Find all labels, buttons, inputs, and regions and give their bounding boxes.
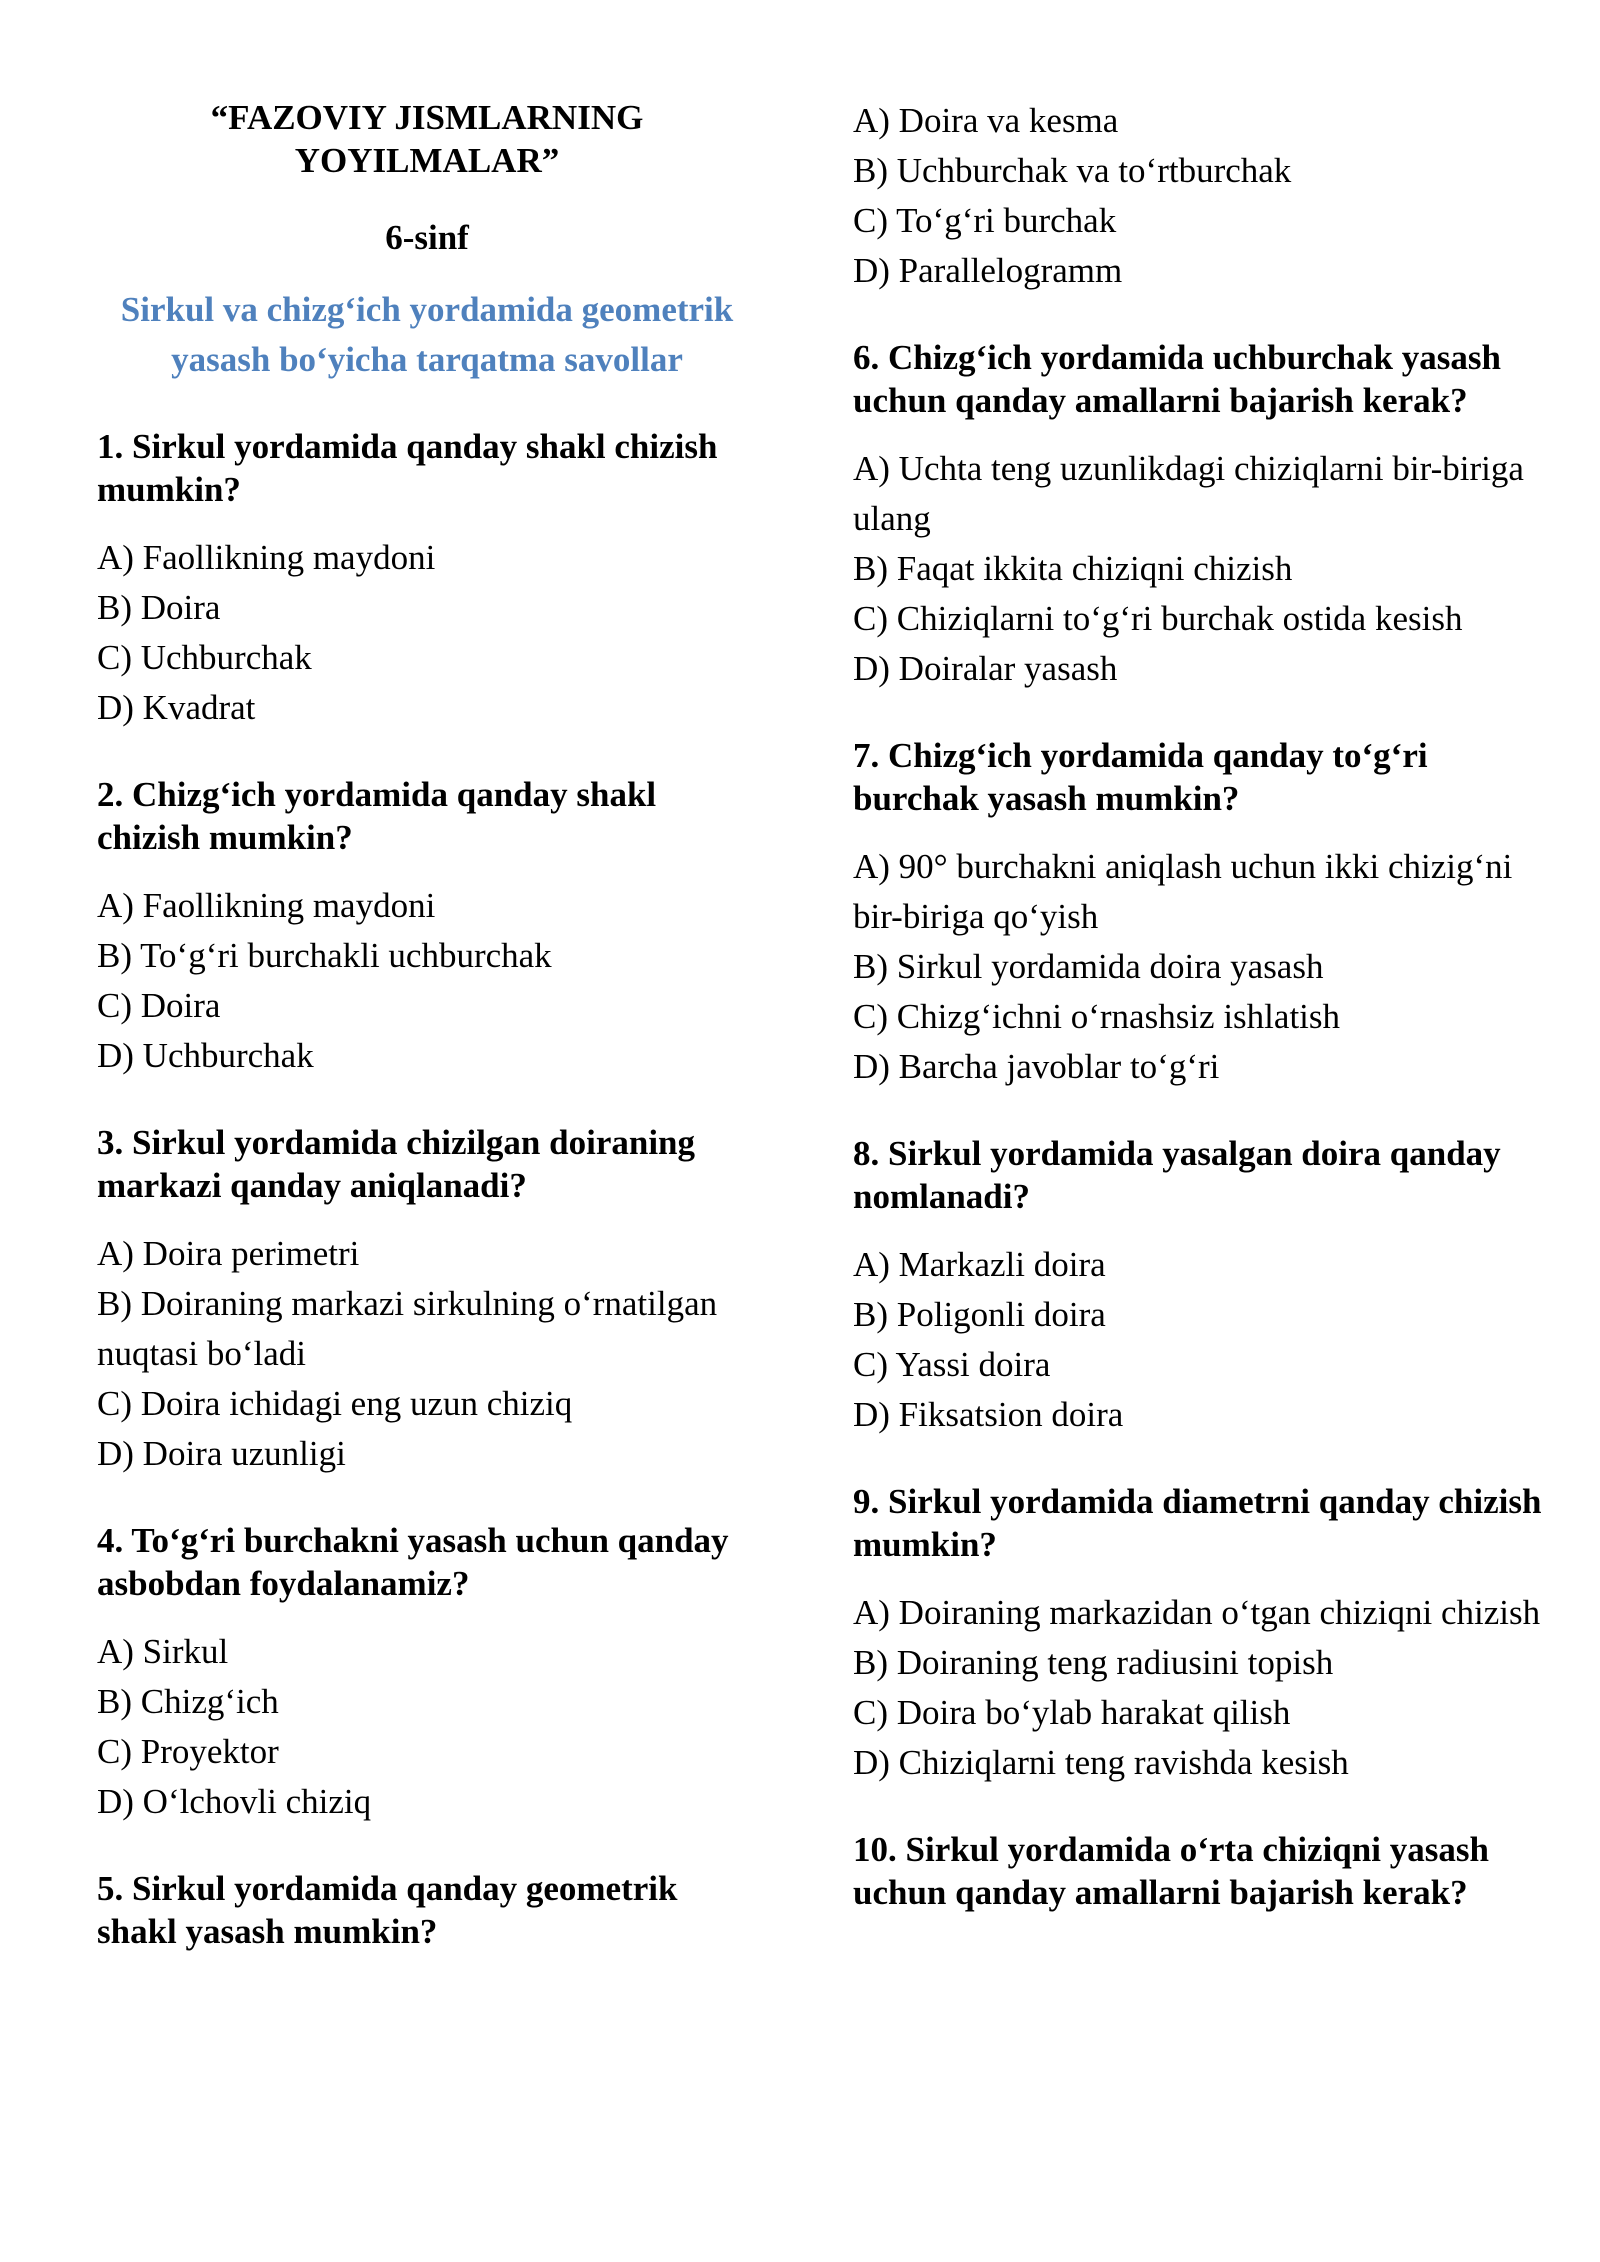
- answer-option: C) Chiziqlarni to‘g‘ri burchak ostida kesish: [853, 599, 1463, 638]
- question-6: [853, 336, 1543, 694]
- question-1: [97, 425, 757, 733]
- answer-option: B) Sirkul yordamida doira yasash: [853, 947, 1324, 986]
- answer-option: B) Poligonli doira: [853, 1295, 1106, 1334]
- question-3: [97, 1121, 757, 1479]
- answer-option: A) Doira perimetri: [97, 1234, 360, 1273]
- question-text: 3. Sirkul yordamida chizilgan doiraning markazi qanday aniqlanadi?: [97, 1123, 696, 1205]
- document-subtitle: Sirkul va chizg‘ich yordamida geometrik yasash bo‘yicha tarqatma savollar: [120, 290, 734, 379]
- answer-option: B) Doira: [97, 588, 221, 627]
- question-7: [853, 734, 1543, 1092]
- answer-option: C) Uchburchak: [97, 638, 312, 677]
- answer-option: A) 90° burchakni aniqlash uchun ikki chizig‘ni bir-biriga qo‘yish: [853, 847, 1513, 936]
- answer-option: C) To‘g‘ri burchak: [853, 201, 1117, 240]
- question-text: 10. Sirkul yordamida o‘rta chiziqni yasash uchun qanday amallarni bajarish kerak?: [853, 1830, 1489, 1912]
- answer-option: A) Sirkul: [97, 1632, 229, 1671]
- answer-option: C) Chizg‘ichni o‘rnashsiz ishlatish: [853, 997, 1341, 1036]
- answer-option: B) Doiraning teng radiusini topish: [853, 1643, 1334, 1682]
- answer-option: A) Faollikning maydoni: [97, 538, 436, 577]
- question-text: 9. Sirkul yordamida diametrni qanday chizish mumkin?: [853, 1482, 1542, 1564]
- answer-list: [97, 533, 757, 733]
- answer-option: D) Doira uzunligi: [97, 1434, 346, 1473]
- answer-option: B) To‘g‘ri burchakli uchburchak: [97, 936, 552, 975]
- answer-list: [853, 1240, 1543, 1440]
- question-9: [853, 1480, 1543, 1788]
- answer-option: B) Faqat ikkita chiziqni chizish: [853, 549, 1293, 588]
- answer-option: A) Faollikning maydoni: [97, 886, 436, 925]
- answer-option: A) Markazli doira: [853, 1245, 1106, 1284]
- answer-list: [97, 1229, 757, 1479]
- grade-label: 6-sinf: [385, 218, 469, 257]
- answer-option: C) Doira bo‘ylab harakat qilish: [853, 1693, 1291, 1732]
- answer-option: A) Uchta teng uzunlikdagi chiziqlarni bir-biriga ulang: [853, 449, 1524, 538]
- answer-option: A) Doira va kesma: [853, 101, 1119, 140]
- answer-list: [853, 842, 1543, 1092]
- answer-option: D) Uchburchak: [97, 1036, 314, 1075]
- question-4: [97, 1519, 757, 1827]
- answer-list: [853, 1588, 1543, 1788]
- answer-option: D) Chiziqlarni teng ravishda kesish: [853, 1743, 1349, 1782]
- question-text: 4. To‘g‘ri burchakni yasash uchun qanday asbobdan foydalanamiz?: [97, 1521, 729, 1603]
- answer-option: D) Doiralar yasash: [853, 649, 1118, 688]
- answer-option: A) Doiraning markazidan o‘tgan chiziqni chizish: [853, 1593, 1541, 1632]
- answer-option: B) Uchburchak va to‘rtburchak: [853, 151, 1292, 190]
- answer-option: C) Doira ichidagi eng uzun chiziq: [97, 1384, 573, 1423]
- answer-option: C) Doira: [97, 986, 221, 1025]
- document-title: “FAZOVIY JISMLARNING YOYILMALAR”: [210, 98, 644, 180]
- answer-option: D) Parallelogramm: [853, 251, 1123, 290]
- question-text: 7. Chizg‘ich yordamida qanday to‘g‘ri burchak yasash mumkin?: [853, 736, 1428, 818]
- answer-option: B) Doiraning markazi sirkulning o‘rnatilgan nuqtasi bo‘ladi: [97, 1284, 718, 1373]
- question-text: 5. Sirkul yordamida qanday geometrik shakl yasash mumkin?: [97, 1869, 678, 1951]
- question-text: 6. Chizg‘ich yordamida uchburchak yasash uchun qanday amallarni bajarish kerak?: [853, 338, 1501, 420]
- answer-option: D) Barcha javoblar to‘g‘ri: [853, 1047, 1220, 1086]
- question-text: 1. Sirkul yordamida qanday shakl chizish mumkin?: [97, 427, 718, 509]
- answer-option: C) Yassi doira: [853, 1345, 1051, 1384]
- answer-option: D) O‘lchovli chiziq: [97, 1782, 372, 1821]
- answer-list: [97, 1627, 757, 1827]
- answer-option: D) Kvadrat: [97, 688, 256, 727]
- answer-option: C) Proyektor: [97, 1732, 279, 1771]
- question-5: [97, 1867, 757, 1953]
- question-2: [97, 773, 757, 1081]
- answer-list: [97, 881, 757, 1081]
- question-text: 8. Sirkul yordamida yasalgan doira qanday nomlanadi?: [853, 1134, 1501, 1216]
- answer-list-continued: [853, 96, 1543, 296]
- right-column: [853, 96, 1543, 1954]
- question-10: [853, 1828, 1543, 1914]
- answer-list: [853, 444, 1543, 694]
- left-column: [97, 96, 757, 1993]
- question-8: [853, 1132, 1543, 1440]
- answer-option: B) Chizg‘ich: [97, 1682, 279, 1721]
- question-text: 2. Chizg‘ich yordamida qanday shakl chizish mumkin?: [97, 775, 657, 857]
- answer-option: D) Fiksatsion doira: [853, 1395, 1124, 1434]
